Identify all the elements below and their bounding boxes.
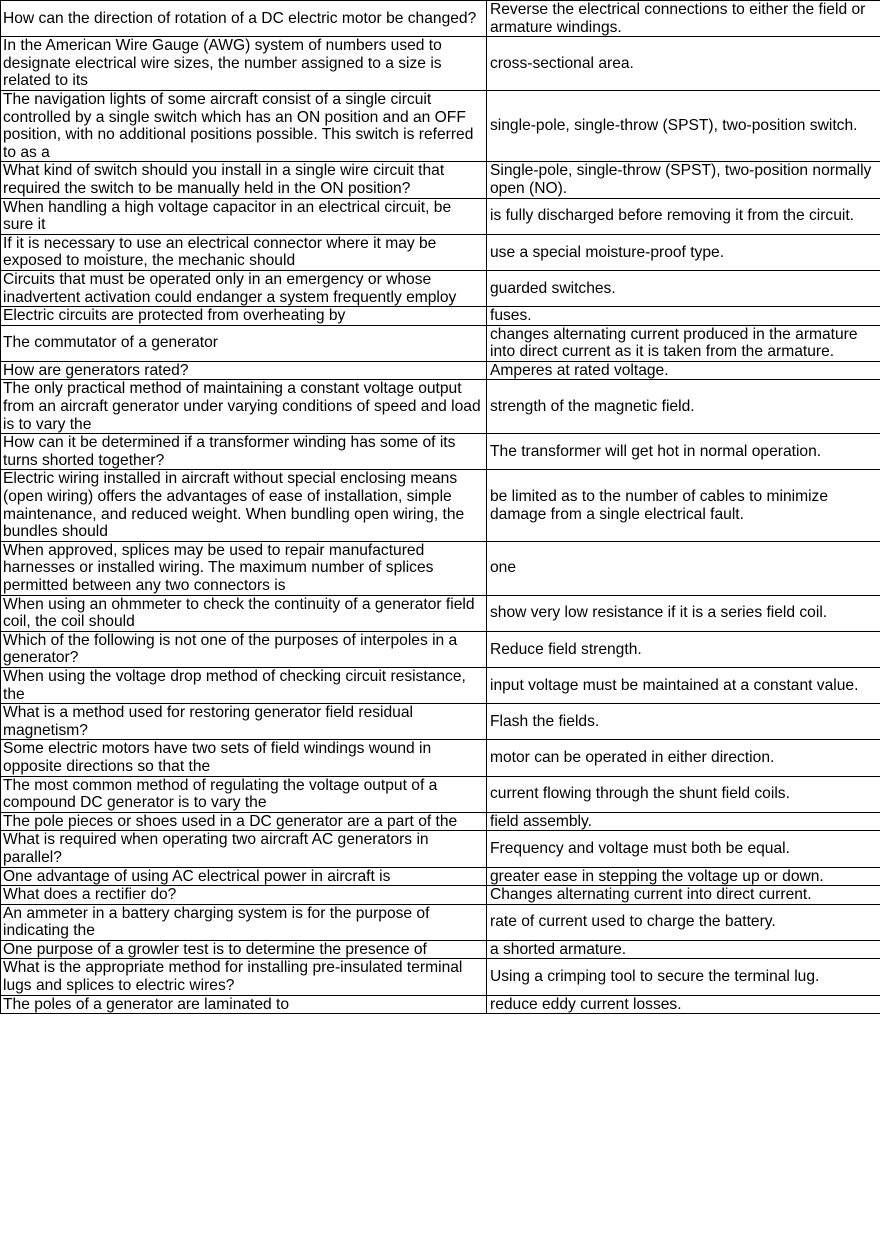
- answer-cell: Reverse the electrical connections to either the field or armature windings.: [487, 1, 880, 37]
- table-row: [1, 325, 880, 361]
- question-cell: Which of the following is not one of the purposes of interpoles in a generator?: [1, 631, 487, 667]
- table-row: [1, 162, 880, 198]
- answer-cell: field assembly.: [487, 812, 880, 831]
- table-row: [1, 361, 880, 380]
- question-cell: If it is necessary to use an electrical connector where it may be exposed to moisture, the mechanic should: [1, 234, 487, 270]
- question-cell: What does a rectifier do?: [1, 886, 487, 905]
- question-cell: The commutator of a generator: [1, 325, 487, 361]
- question-cell: When using the voltage drop method of checking circuit resistance, the: [1, 667, 487, 703]
- answer-cell: Amperes at rated voltage.: [487, 361, 880, 380]
- answer-cell: Single-pole, single-throw (SPST), two-position normally open (NO).: [487, 162, 880, 198]
- question-cell: Electric wiring installed in aircraft without special enclosing means (open wiring) offers the advantages of ease of installation, simple maintenance, and reduced weight. When bundling open wiring, the bundles should: [1, 470, 487, 541]
- question-cell: What is a method used for restoring generator field residual magnetism?: [1, 704, 487, 740]
- answer-cell: Changes alternating current into direct current.: [487, 886, 880, 905]
- answer-cell: Reduce field strength.: [487, 631, 880, 667]
- answer-cell: guarded switches.: [487, 270, 880, 306]
- answer-cell: single-pole, single-throw (SPST), two-position switch.: [487, 90, 880, 161]
- table-row: [1, 776, 880, 812]
- table-row: [1, 434, 880, 470]
- table-row: [1, 198, 880, 234]
- table-row: [1, 307, 880, 326]
- flashcard-table-body: [1, 1, 880, 1014]
- answer-cell: changes alternating current produced in the armature into direct current as it is taken from the armature.: [487, 325, 880, 361]
- answer-cell: show very low resistance if it is a series field coil.: [487, 595, 880, 631]
- table-row: [1, 995, 880, 1014]
- answer-cell: rate of current used to charge the battery.: [487, 904, 880, 940]
- table-row: [1, 867, 880, 886]
- table-row: [1, 667, 880, 703]
- question-cell: When using an ohmmeter to check the continuity of a generator field coil, the coil should: [1, 595, 487, 631]
- question-cell: What is required when operating two aircraft AC generators in parallel?: [1, 831, 487, 867]
- question-cell: What is the appropriate method for installing pre-insulated terminal lugs and splices to electric wires?: [1, 959, 487, 995]
- table-row: [1, 886, 880, 905]
- answer-cell: motor can be operated in either direction.: [487, 740, 880, 776]
- table-row: [1, 234, 880, 270]
- answer-cell: use a special moisture-proof type.: [487, 234, 880, 270]
- table-row: [1, 541, 880, 595]
- answer-cell: Using a crimping tool to secure the terminal lug.: [487, 959, 880, 995]
- table-row: [1, 470, 880, 541]
- table-row: [1, 704, 880, 740]
- answer-cell: greater ease in stepping the voltage up or down.: [487, 867, 880, 886]
- table-row: [1, 959, 880, 995]
- answer-cell: The transformer will get hot in normal operation.: [487, 434, 880, 470]
- question-cell: The poles of a generator are laminated to: [1, 995, 487, 1014]
- answer-cell: strength of the magnetic field.: [487, 380, 880, 434]
- question-cell: How can it be determined if a transformer winding has some of its turns shorted together?: [1, 434, 487, 470]
- question-cell: The most common method of regulating the voltage output of a compound DC generator is to vary the: [1, 776, 487, 812]
- table-row: [1, 940, 880, 959]
- question-cell: When approved, splices may be used to repair manufactured harnesses or installed wiring. The maximum number of splices permitted between any two connectors is: [1, 541, 487, 595]
- question-cell: What kind of switch should you install in a single wire circuit that required the switch to be manually held in the ON position?: [1, 162, 487, 198]
- question-cell: The only practical method of maintaining a constant voltage output from an aircraft generator under varying conditions of speed and load is to vary the: [1, 380, 487, 434]
- question-cell: How can the direction of rotation of a DC electric motor be changed?: [1, 1, 487, 37]
- question-cell: Some electric motors have two sets of field windings wound in opposite directions so that the: [1, 740, 487, 776]
- answer-cell: a shorted armature.: [487, 940, 880, 959]
- answer-cell: is fully discharged before removing it from the circuit.: [487, 198, 880, 234]
- question-cell: Electric circuits are protected from overheating by: [1, 307, 487, 326]
- answer-cell: fuses.: [487, 307, 880, 326]
- answer-cell: cross-sectional area.: [487, 37, 880, 91]
- table-row: [1, 812, 880, 831]
- table-row: [1, 595, 880, 631]
- answer-cell: be limited as to the number of cables to minimize damage from a single electrical fault.: [487, 470, 880, 541]
- answer-cell: Flash the fields.: [487, 704, 880, 740]
- table-row: [1, 37, 880, 91]
- answer-cell: one: [487, 541, 880, 595]
- question-cell: Circuits that must be operated only in an emergency or whose inadvertent activation could endanger a system frequently employ: [1, 270, 487, 306]
- answer-cell: reduce eddy current losses.: [487, 995, 880, 1014]
- question-cell: One advantage of using AC electrical power in aircraft is: [1, 867, 487, 886]
- table-row: [1, 904, 880, 940]
- answer-cell: Frequency and voltage must both be equal.: [487, 831, 880, 867]
- table-row: [1, 631, 880, 667]
- table-row: [1, 90, 880, 161]
- answer-cell: current flowing through the shunt field coils.: [487, 776, 880, 812]
- question-cell: One purpose of a growler test is to determine the presence of: [1, 940, 487, 959]
- table-row: [1, 831, 880, 867]
- table-row: [1, 1, 880, 37]
- table-row: [1, 270, 880, 306]
- table-row: [1, 740, 880, 776]
- question-cell: An ammeter in a battery charging system is for the purpose of indicating the: [1, 904, 487, 940]
- answer-cell: input voltage must be maintained at a constant value.: [487, 667, 880, 703]
- table-row: [1, 380, 880, 434]
- question-cell: The navigation lights of some aircraft consist of a single circuit controlled by a single switch which has an ON position and an OFF position, with no additional positions possible. This switch is referred to as a: [1, 90, 487, 161]
- question-cell: How are generators rated?: [1, 361, 487, 380]
- question-cell: When handling a high voltage capacitor in an electrical circuit, be sure it: [1, 198, 487, 234]
- question-cell: In the American Wire Gauge (AWG) system of numbers used to designate electrical wire sizes, the number assigned to a size is related to its: [1, 37, 487, 91]
- question-cell: The pole pieces or shoes used in a DC generator are a part of the: [1, 812, 487, 831]
